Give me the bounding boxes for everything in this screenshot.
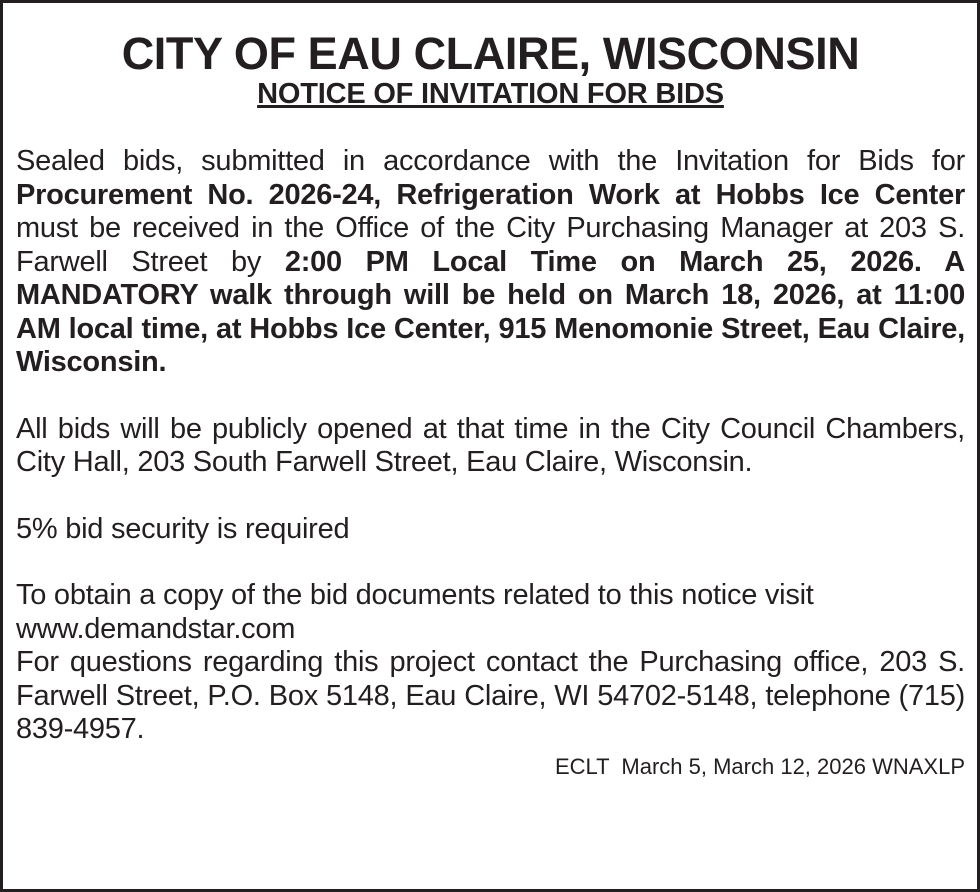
bid-documents-paragraph: [16, 579, 965, 646]
bid-security-paragraph: 5% bid security is required: [16, 512, 350, 545]
demandstar-link[interactable]: www.demandstar.com: [16, 612, 296, 645]
bid-opening-paragraph: All bids will be publicly opened at that time in the City Council Chambers, City Hall, 203 South Farwell Street, Eau Claire, Wisconsin.: [16, 412, 965, 478]
notice-title: CITY OF EAU CLAIRE, WISCONSIN: [121, 28, 860, 79]
procurement-title: Procurement No. 2026-24, Refrigeration Work at Hobbs Ice Center: [16, 178, 965, 211]
bid-submission-text-2: must be received in the Office of the City Purchasing Manager at 203 S. Farwell Street by: [16, 212, 965, 278]
bid-documents-text: To obtain a copy of the bid documents related to this notice visit: [16, 579, 814, 611]
deadline-and-walkthrough: 2:00 PM Local Time on March 25, 2026. A MANDATORY walk through will be held on March 18, 2026, at 11:00 AM local time, at Hobbs Ice Center, 915 Menomonie Street, Eau Claire, Wisconsin.: [16, 245, 965, 378]
contact-paragraph: For questions regarding this project contact the Purchasing office, 203 S. Farwell Street, P.O. Box 5148, Eau Claire, WI 54702-5148, telephone (715) 839-4957.: [16, 646, 965, 745]
notice-subtitle: [16, 79, 965, 109]
notice-subtitle-text: NOTICE OF INVITATION FOR BIDS: [257, 78, 724, 110]
bid-submission-paragraph: [16, 145, 965, 380]
bid-submission-text-1: Sealed bids, submitted in accordance with the Invitation for Bids for: [16, 145, 965, 177]
publication-info: ECLT March 5, March 12, 2026 WNAXLP: [554, 753, 965, 779]
